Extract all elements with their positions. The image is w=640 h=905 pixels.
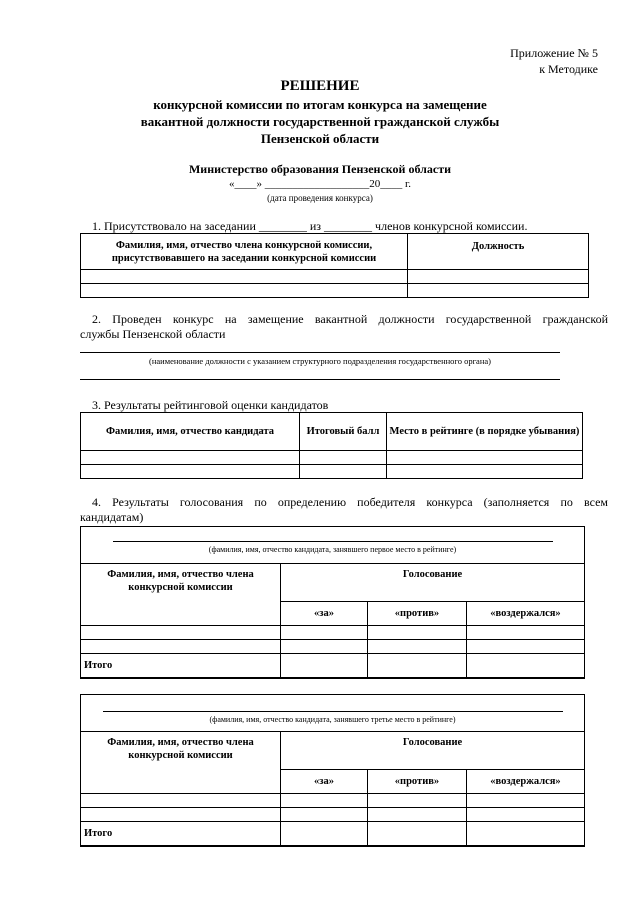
subtitle-line3: Пензенской области (260, 131, 380, 146)
position-caption: (наименование должности с указанием структурного подразделения государственного органа) (149, 356, 491, 366)
document-subtitle (0, 96, 640, 147)
candidate-first-caption: (фамилия, имя, отчество кандидата, занявшего первое место в рейтинге) (208, 545, 457, 554)
candidate-name-line (103, 711, 563, 712)
total-label: Итого (81, 654, 281, 678)
attendees-header-name: Фамилия, имя, отчество члена конкурсной комиссии, присутствовавшего на заседании конкурсной комиссии (81, 234, 408, 270)
table-row (81, 794, 585, 808)
rating-header-name: Фамилия, имя, отчество кандидата (81, 413, 300, 451)
rating-table (80, 412, 583, 479)
appendix-line1: Приложение № 5 (510, 46, 598, 60)
rating-header-score: Итоговый балл (300, 413, 387, 451)
date-line: «____» ___________________20____ г. (228, 178, 412, 190)
voting-table-first (80, 563, 585, 678)
voting-block-first (80, 526, 585, 679)
total-label: Итого (81, 822, 281, 846)
section4-line1: 4. Результаты голосования по определению победителя конкурса (заполняется по всем (92, 495, 608, 509)
appendix-line2: к Методике (539, 62, 598, 76)
vote-vozd-header: «воздержался» (467, 602, 585, 626)
rating-header-place: Место в рейтинге (в порядке убывания) (387, 413, 583, 451)
table-row (81, 808, 585, 822)
candidate-name-line (113, 541, 553, 542)
table-row (81, 451, 583, 465)
vote-za-header: «за» (281, 602, 368, 626)
candidate-third-caption: (фамилия, имя, отчество кандидата, занявшего третье место в рейтинге) (209, 715, 456, 724)
table-row (81, 640, 585, 654)
document-title: РЕШЕНИЕ (280, 78, 360, 94)
vote-protiv-header: «против» (368, 770, 467, 794)
voting-header: Голосование (281, 732, 585, 770)
subtitle-line2: вакантной должности государственной гражданской службы (140, 114, 500, 129)
voting-table-third (80, 731, 585, 846)
voting-member-header: Фамилия, имя, отчество члена конкурсной комиссии (81, 564, 281, 626)
voting-header: Голосование (281, 564, 585, 602)
ministry-name: Министерство образования Пензенской области (188, 162, 452, 176)
table-row (81, 270, 589, 284)
table-row (81, 284, 589, 298)
table-row (81, 465, 583, 479)
table-row (81, 626, 585, 640)
section2-line1: 2. Проведен конкурс на замещение вакантной должности государственной гражданской (92, 312, 608, 326)
section3-text: 3. Результаты рейтинговой оценки кандидатов (92, 398, 329, 412)
position-name-line (80, 352, 560, 353)
vote-vozd-header: «воздержался» (467, 770, 585, 794)
appendix-note (510, 45, 598, 77)
section1-text: 1. Присутствовало на заседании ________ из ________ членов конкурсной комиссии. (92, 219, 528, 233)
vote-za-header: «за» (281, 770, 368, 794)
voting-block-third (80, 694, 585, 847)
vote-protiv-header: «против» (368, 602, 467, 626)
attendees-header-position: Должность (408, 234, 589, 270)
position-name-line-2 (80, 379, 560, 380)
subtitle-line1: конкурсной комиссии по итогам конкурса на замещение (153, 97, 487, 112)
section2-line2: службы Пензенской области (80, 327, 226, 341)
voting-member-header: Фамилия, имя, отчество члена конкурсной комиссии (81, 732, 281, 794)
attendees-table (80, 233, 589, 298)
date-caption: (дата проведения конкурса) (267, 193, 373, 203)
section4-line2: кандидатам) (80, 510, 144, 524)
